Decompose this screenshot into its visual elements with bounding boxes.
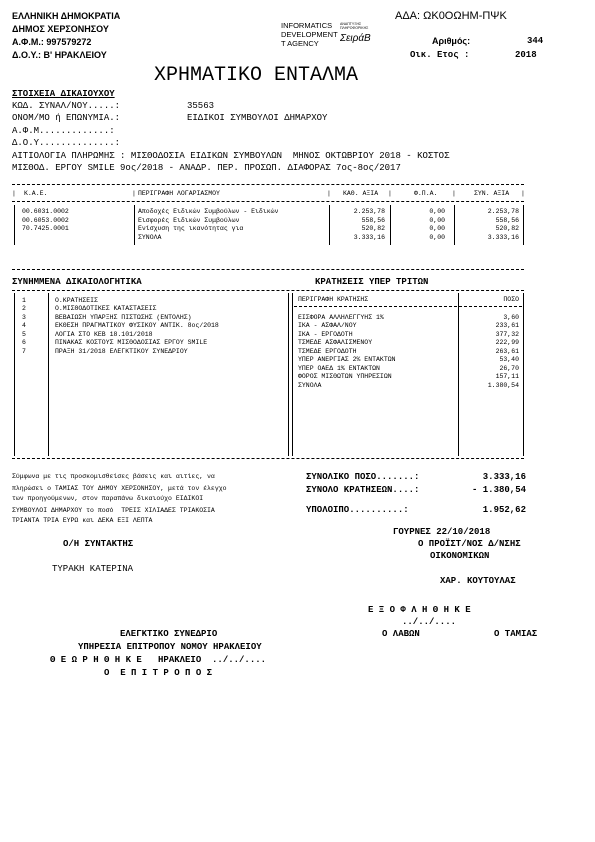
payment-reason-1: ΑΙΤΙΟΛΟΓΙΑ ΠΛΗΡΩΜΗΣ : ΜΙΣΘΟΔΟΣΙΑ ΕΙΔΙΚΩΝ ΣΥΜΒΟΥΛΩΝ ΜΗΝΟΣ ΟΚΤΩΒΡΙΟΥ 2018 - ΚΟΣΤΟΣ	[12, 151, 450, 161]
table-row-desc: ΤΣΜΕΔΕ ΑΣΦΑΛΙΣΜΕΝΟΥ	[298, 339, 373, 346]
name-label: ΟΝΟΜ/ΜΟ ή ΕΠΩΝΥΜΙΑ.:	[12, 113, 121, 123]
table-row-amount: 222,99	[495, 339, 519, 346]
stamp-line-2: DEVELOPMENT	[281, 30, 338, 39]
totals-row-net: 3.333,16	[353, 234, 385, 241]
header-afm: Α.Φ.Μ.: 997579272	[12, 37, 92, 47]
col-header-total: ΣΥΝ. ΑΞΙΑ	[474, 190, 510, 197]
deductions-header-desc: ΠΕΡΙΓΡΑΦΗ ΚΡΑΤΗΣΗΣ	[298, 296, 369, 303]
statement-line: ΤΡΙΑΝΤΑ ΤΡΙΑ ΕΥΡΩ και ΔΕΚΑ ΕΞΙ ΛΕΠΤΑ	[12, 517, 153, 524]
table-row-amount: 263,61	[495, 348, 519, 355]
table-row-net: 2.253,78	[353, 208, 385, 215]
ada-code: ΑΔΑ: ΩΚ0ΟΩΗΜ-ΠΨΚ	[395, 10, 507, 22]
table-row-total: 2.253,78	[487, 208, 519, 215]
paid-date: ../../....	[402, 617, 457, 627]
list-item-number: 3	[22, 314, 26, 321]
deductions-total-value-summary: - 1.380,54	[471, 485, 526, 495]
col-header-vat: Φ.Π.Α.	[414, 190, 438, 197]
court-line-4: Ο Ε Π Ι Τ Ρ Ο Π Ο Σ	[104, 668, 213, 678]
head-title-1: Ο ΠΡΟΪΣΤ/ΝΟΣ Δ/ΝΣΗΣ	[418, 539, 521, 549]
table-row-vat: 0,00	[429, 208, 445, 215]
afm-label: Α.Φ.Μ.............:	[12, 126, 115, 136]
code-value: 35563	[187, 101, 215, 111]
court-line-3: Θ Ε Ω Ρ Η Θ Η Κ Ε ΗΡΑΚΛΕΙΟ ../../....	[50, 655, 267, 665]
number-label: Αριθμός:	[432, 36, 471, 46]
accounts-top-rule	[12, 184, 524, 185]
payment-reason-2: ΜΙΣΘΟΔ. ΕΡΓΟΥ SMILE 9ος/2018 - ΑΝΑΔΡ. ΠΕΡ. ΠΡΟΣΩΠ. ΔΙΑΦΟΡΑΣ 7ος-8ος/2017	[12, 163, 401, 173]
document-title: ΧΡΗΜΑΤΙΚΟ ΕΝΤΑΛΜΑ	[154, 64, 359, 87]
list-item: ΠΙΝΑΚΑΣ ΚΟΣΤΟΥΣ ΜΙΣΘΟΔΟΣΙΑΣ ΕΡΓΟΥ SMILE	[55, 339, 208, 346]
deductions-total-label-summary: ΣΥΝΟΛΟ ΚΡΑΤΗΣΕΩΝ....:	[306, 485, 420, 495]
table-row-code: 00.6031.0002	[22, 208, 69, 215]
year-value: 2018	[515, 50, 537, 60]
deductions-total-amount: 1.380,54	[487, 382, 519, 389]
table-row-amount: 233,61	[495, 322, 519, 329]
table-row-amount: 377,32	[495, 331, 519, 338]
table-row-amount: 3,60	[503, 314, 519, 321]
head-name: ΧΑΡ. ΚΟΥΤΟΥΛΑΣ	[440, 576, 516, 586]
table-row-desc: ΙΚΑ - ΕΡΓΟΔΟΤΗ	[298, 331, 353, 338]
deductions-total-label: ΣΥΝΟΛΑ	[298, 382, 322, 389]
table-row-desc: Αποδοχές Ειδικών Συμβούλων - Ειδικών	[138, 208, 279, 215]
table-row-vat: 0,00	[429, 225, 445, 232]
totals-row-label: ΣΥΝΟΛΑ	[138, 234, 162, 241]
docs-section-title: ΣΥΝΗΜΜΕΝΑ ΔΙΚΑΙΟΛΟΓΗΤΙΚΑ	[12, 277, 142, 287]
table-row-vat: 0,00	[429, 217, 445, 224]
table-row-code: 00.6053.0002	[22, 217, 69, 224]
list-item: ΛΟΓΙΑ ΣΤΟ ΚΕΒ 18.101/2018	[55, 331, 153, 338]
deductions-header-amount: ΠΟΣΟ	[503, 296, 519, 303]
stamp-line-1: INFORMATICS	[281, 21, 333, 30]
court-line-2: ΥΠΗΡΕΣΙΑ ΕΠΙΤΡΟΠΟΥ ΝΟΜΟΥ ΗΡΑΚΛΕΙΟΥ	[78, 642, 262, 652]
list-item: Ο.ΜΙΣΘΟΔΟΤΙΚΕΣ ΚΑΤΑΣΤΑΣΕΙΣ	[55, 305, 157, 312]
list-item-number: 5	[22, 331, 26, 338]
list-item: Ο.ΚΡΑΤΗΣΕΙΣ	[55, 297, 98, 304]
col-header-net: ΚΑΘ. ΑΞΙΑ	[343, 190, 379, 197]
stamp-signature: ΣειράΒ	[340, 33, 371, 44]
header-municipality: ΔΗΜΟΣ ΧΕΡΣΟΝΗΣΟΥ	[12, 24, 109, 34]
totals-row-total: 3.333,16	[487, 234, 519, 241]
table-row-net: 558,56	[361, 217, 385, 224]
net-balance-label: ΥΠΟΛΟΙΠΟ..........:	[306, 505, 409, 515]
table-row-amount: 157,11	[495, 373, 519, 380]
col-header-desc: ΠΕΡΙΓΡΑΦΗ ΛΟΓΑΡΙΑΣΜΟΥ	[138, 190, 220, 197]
paid-stamp: Ε Ξ Ο Φ Λ Η Θ Η Κ Ε	[368, 605, 471, 615]
table-row-desc: ΥΠΕΡ ΑΝΕΡΓΙΑΣ 2% ΕΝΤΑΚΤΩΝ	[298, 356, 396, 363]
table-row-code: 70.7425.0001	[22, 225, 69, 232]
head-title-2: ΟΙΚΟΝΟΜΙΚΩΝ	[430, 551, 490, 561]
treasurer-label: Ο ΤΑΜΙΑΣ	[494, 629, 538, 639]
table-row-desc: ΤΣΜΕΔΕ ΕΡΓΟΔΟΤΗ	[298, 348, 357, 355]
header-country: ΕΛΛΗΝΙΚΗ ΔΗΜΟΚΡΑΤΙΑ	[12, 11, 121, 21]
table-row-net: 520,82	[361, 225, 385, 232]
table-row-desc: Εισφορές Ειδικών Συμβούλων	[138, 217, 240, 224]
stamp-line-3: T AGENCY	[281, 39, 319, 48]
stamp-small-text: ΑΝΑΠΤΥΞΗΣ ΠΛΗΡΟΦΟΡΙΚΗΣ	[340, 22, 369, 31]
list-item-number: 7	[22, 348, 26, 355]
table-row-total: 558,56	[495, 217, 519, 224]
deductions-section-title: ΚΡΑΤΗΣΕΙΣ ΥΠΕΡ ΤΡΙΤΩΝ	[315, 277, 429, 287]
gross-total-value: 3.333,16	[482, 472, 526, 482]
receiver-label: Ο ΛΑΒΩΝ	[382, 629, 420, 639]
statement-line: ΣΥΜΒΟΥΛΟΙ ΔΗΜΑΡΧΟΥ το ποσό ΤΡΕΙΣ ΧΙΛΙΑΔΕΣ ΤΡΙΑΚΟΣΙΑ	[12, 507, 215, 514]
list-item-number: 4	[22, 322, 26, 329]
net-balance-value: 1.952,62	[482, 505, 526, 515]
list-item: ΕΚΘΕΣΗ ΠΡΑΓΜΑΤΙΚΟΥ ΦΥΣΙΚΟΥ ΑΝΤΙΚ. 8ος/2018	[55, 322, 219, 329]
beneficiary-section-title: ΣΤΟΙΧΕΙΑ ΔΙΚΑΙΟΥΧΟΥ	[12, 89, 115, 99]
code-label: ΚΩΔ. ΣΥΝΑΛ/ΝΟΥ.....:	[12, 101, 121, 111]
table-row-desc: ΥΠΕΡ ΟΑΕΔ 1% ΕΝΤΑΚΤΩΝ	[298, 365, 380, 372]
gross-total-label: ΣΥΝΟΛΙΚΟ ΠΟΣΟ.......:	[306, 472, 420, 482]
court-line-1: ΕΛΕΓΚΤΙΚΟ ΣΥΝΕΔΡΙΟ	[120, 629, 218, 639]
author-title: Ο/Η ΣΥΝΤΑΚΤΗΣ	[63, 539, 134, 549]
table-row-desc: ΦΟΡΟΣ ΜΙΣΘΩΤΩΝ ΥΠΗΡΕΣΙΩΝ	[298, 373, 392, 380]
table-row-total: 520,82	[495, 225, 519, 232]
statement-line: Σύμφωνα με τις προσκομισθείσες βάσεις και αιτίες, να	[12, 473, 215, 480]
place-date: ΓΟΥΡΝΕΣ 22/10/2018	[393, 527, 491, 537]
statement-line: των προηγούμενων, στον παραπάνω δικαιούχο ΕΙΔΙΚΟΙ	[12, 495, 204, 502]
header-doy: Δ.Ο.Υ.: Β' ΗΡΑΚΛΕΙΟΥ	[12, 50, 107, 60]
year-label: Οικ. Ετος :	[410, 50, 470, 60]
table-row-amount: 26,70	[499, 365, 519, 372]
statement-line: πληρώσει ο ΤΑΜΙΑΣ ΤΟΥ ΔΗΜΟΥ ΧΕΡΣΟΝΗΣΟΥ, μετά τον έλεγχο	[12, 485, 227, 492]
name-value: ΕΙΔΙΚΟΙ ΣΥΜΒΟΥΛΟΙ ΔΗΜΑΡΧΟΥ	[187, 113, 328, 123]
author-name: ΤΥΡΑΚΗ ΚΑΤΕΡΙΝΑ	[52, 564, 134, 574]
list-item: ΠΡΑΞΗ 31/2018 ΕΛΕΓΚΤΙΚΟΥ ΣΥΝΕΔΡΙΟΥ	[55, 348, 188, 355]
list-item-number: 6	[22, 339, 26, 346]
doy-label: Δ.Ο.Υ..............:	[12, 138, 121, 148]
totals-row-vat: 0,00	[429, 234, 445, 241]
col-header-kae: Κ.Α.Ε.	[24, 190, 48, 197]
table-row-amount: 53,40	[499, 356, 519, 363]
number-value: 344	[527, 36, 544, 46]
list-item-number: 2	[22, 305, 26, 312]
table-row-desc: ΙΚΑ - ΑΣΦΑΛ/ΝΟΥ	[298, 322, 357, 329]
list-item-number: 1	[22, 297, 26, 304]
list-item: ΒΕΒΑΙΩΣΗ ΥΠΑΡΞΗΣ ΠΙΣΤΩΣΗΣ (ΕΝΤΟΛΗΣ)	[55, 314, 192, 321]
table-row-desc: ΕΙΣΦΟΡΑ ΑΛΛΗΛΕΓΓΥΗΣ 1%	[298, 314, 384, 321]
table-row-desc: Ενίσχυση της ικανότητας για	[138, 225, 244, 232]
